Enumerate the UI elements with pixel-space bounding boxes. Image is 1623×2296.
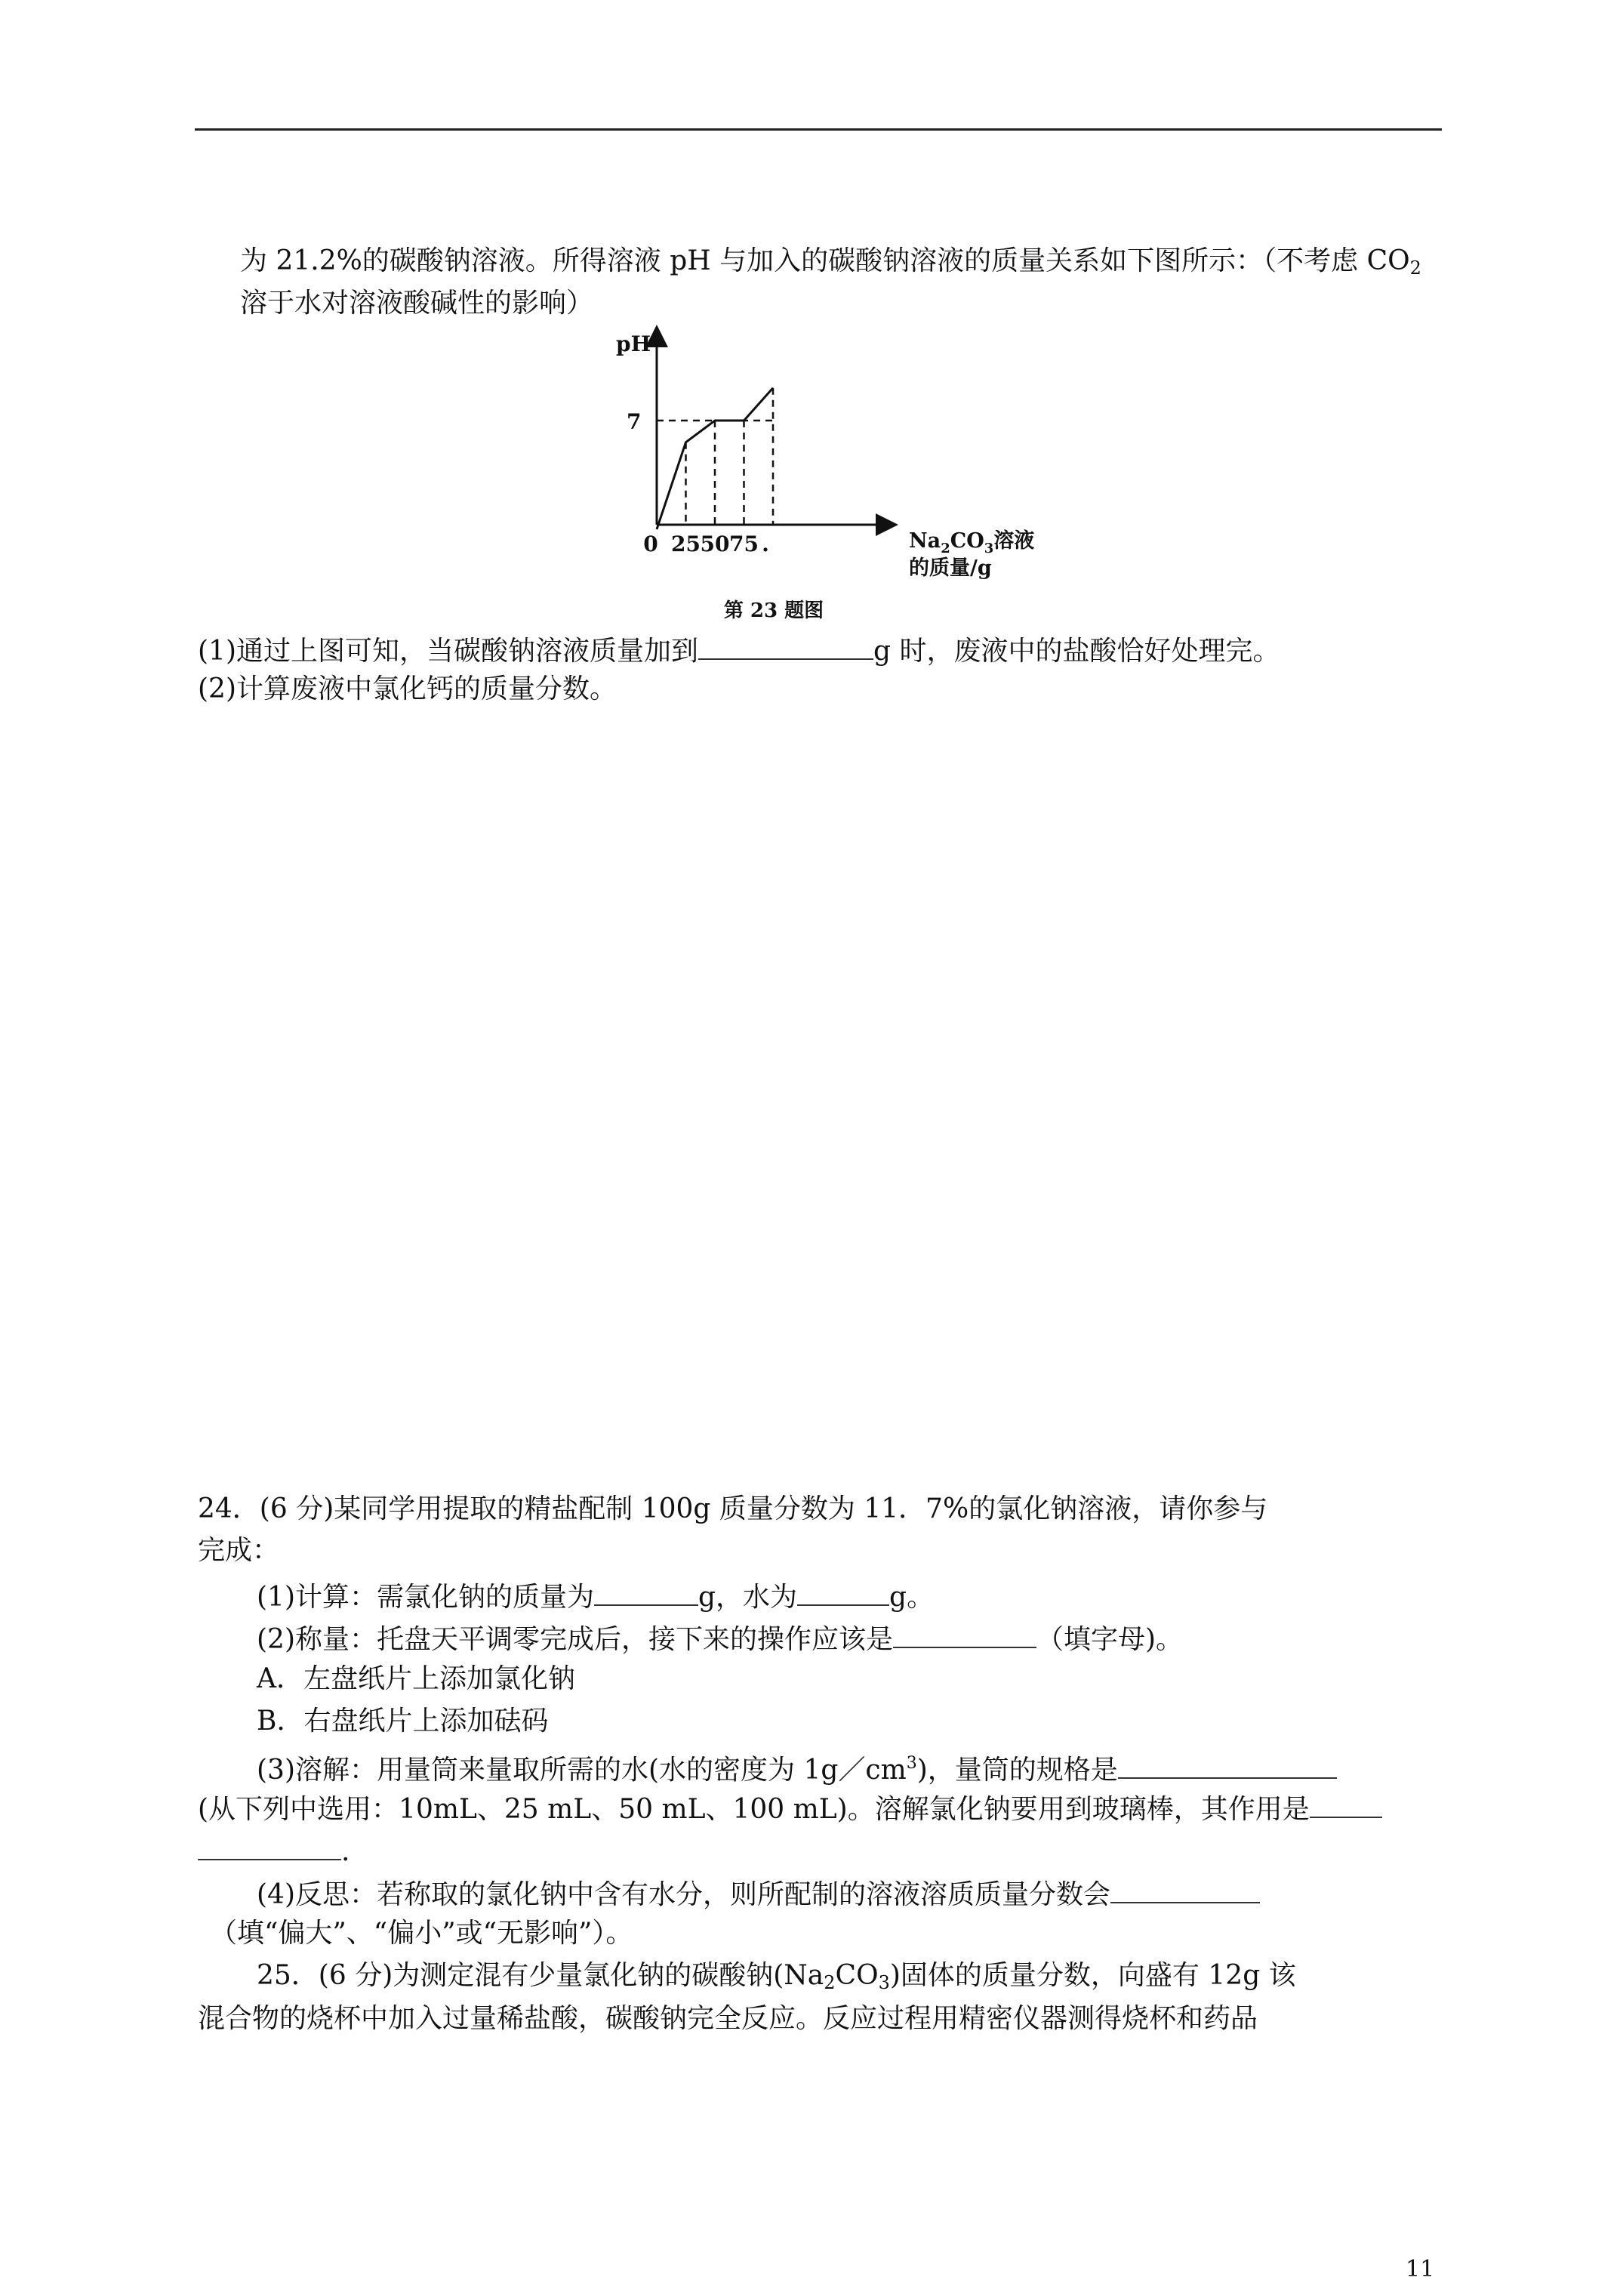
q24-step2: (2)称量：托盘天平调零完成后，接下来的操作应该是 （填字母)。 [257,1618,1183,1658]
x-tick-label: . [762,532,769,556]
x-axis-label-line1: $Na_2CO_3$溶液 [909,529,1035,556]
page-number: 11 [1406,2256,1435,2282]
q23-text-line2: 溶于水对溶液酸碱性的影响） [240,288,594,319]
answer-blank-rod-purpose-cont[interactable] [198,1830,341,1860]
q24-step3-line2: (从下列中选用：10mL、25 mL、50 mL、100 mL)。溶解氯化钠要用到玻璃棒，其作用是 [198,1788,1382,1828]
q23-text-line1: 为 21.2%的碳酸钠溶液。所得溶液 pH 与加入的碳酸钠溶液的质量关系如下图所示：（不考虑 $CO_2$ [240,245,1421,279]
x-tick-label: 0 [643,532,658,556]
y-axis-label: pH [616,331,651,356]
answer-blank-cylinder[interactable] [1118,1749,1337,1779]
q24-option-a: A．左盘纸片上添加氯化钠 [257,1663,575,1694]
ph-chart [589,321,1079,623]
q24-intro-line1: 24．(6 分)某同学用提取的精盐配制 100g 质量分数为 11．7%的氯化钠溶液，请你参与 [198,1493,1268,1524]
answer-blank-nacl-mass[interactable] [594,1576,698,1606]
q23-part1: (1)通过上图可知，当碳酸钠溶液质量加到 g 时，废液中的盐酸恰好处理完。 [198,630,1280,670]
answer-blank-q23-1[interactable] [698,630,873,660]
header-rule [195,128,1442,131]
answer-blank-reflection[interactable] [1110,1873,1260,1903]
x-tick-label: 50 [700,532,730,556]
answer-blank-weighing[interactable] [893,1618,1036,1648]
y-tick-7: 7 [627,409,642,434]
answer-blank-water-mass[interactable] [797,1576,889,1606]
answer-blank-rod-purpose[interactable] [1310,1788,1382,1818]
q25-line1: 25．(6 分)为测定混有少量氯化钠的碳酸钠$(Na_2CO_3)$固体的质量分数，向盛有 12g 该 [257,1960,1296,1993]
q24-step3-line1: (3)溶解：用量筒来量取所需的水(水的密度为 $1g/cm^3$)，量筒的规格是 [257,1746,1337,1789]
chart-title: 第 23 题图 [723,599,824,622]
q25-line2: 混合物的烧杯中加入过量稀盐酸，碳酸钠完全反应。反应过程用精密仪器测得烧杯和药品 [198,2003,1258,2034]
q23-part2: (2)计算废液中氯化钙的质量分数。 [198,673,617,704]
x-tick-label: 25 [671,532,701,556]
q24-option-b: B．右盘纸片上添加砝码 [257,1706,549,1737]
q24-step1: (1)计算：需氯化钠的质量为 g，水为 g。 [257,1576,934,1616]
q24-intro-line2: 完成： [198,1535,280,1566]
x-axis-label-line2: 的质量/g [909,556,992,580]
x-tick-label: 75 [729,532,759,556]
q24-step4-line2: （填“偏大”、“偏小”或“无影响”）。 [210,1918,633,1949]
q24-step4-line1: (4)反思：若称取的氯化钠中含有水分，则所配制的溶液溶质质量分数会 [257,1873,1260,1913]
q24-step3-line3: . [198,1830,350,1870]
